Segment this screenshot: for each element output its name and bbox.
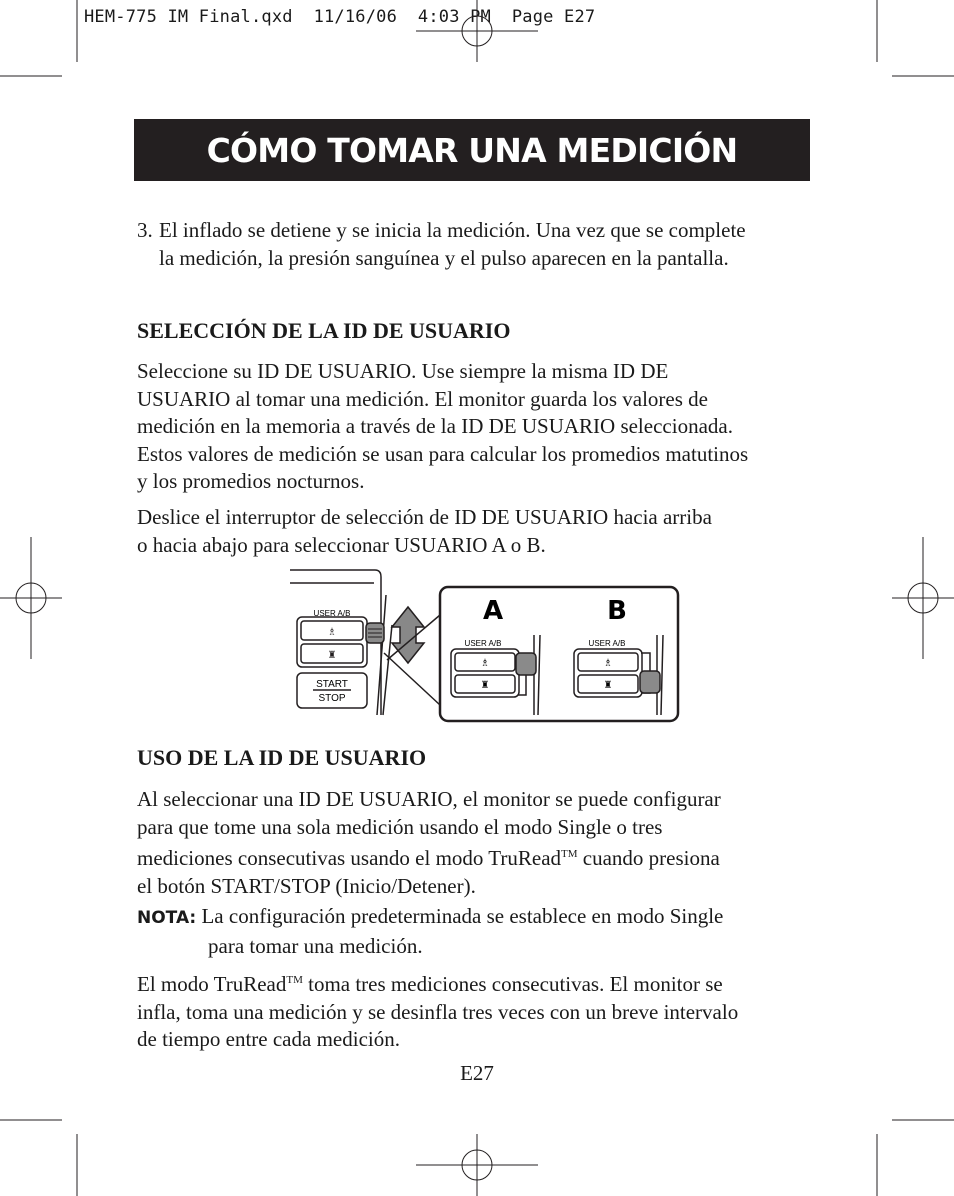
text-line: y los promedios nocturnos. — [137, 469, 365, 493]
note-block — [137, 903, 827, 960]
section-heading-user-id-selection: SELECCIÓN DE LA ID DE USUARIO — [137, 318, 511, 343]
step-line-1: El inflado se detiene y se inicia la medición. Una vez que se complete — [159, 218, 746, 242]
text-line: Al seleccionar una ID DE USUARIO, el monitor se puede configurar — [137, 787, 721, 811]
panel-b-label: B — [607, 596, 627, 626]
text-span: toma tres mediciones consecutivas. El monitor se — [302, 972, 723, 996]
user-b-icon: ♜ — [603, 680, 613, 691]
trademark-mark: TM — [561, 848, 578, 860]
panel-b-user-label: USER A/B — [588, 639, 626, 648]
text-line: Seleccione su ID DE USUARIO. Use siempre la misma ID DE — [137, 359, 669, 383]
up-down-arrow-icon — [392, 607, 424, 663]
step-number: 3. — [137, 218, 153, 242]
user-a-icon: ♗ — [327, 627, 337, 638]
page-number: E27 — [460, 1061, 494, 1085]
title-bar — [134, 119, 810, 181]
trademark-mark: TM — [286, 974, 303, 986]
print-slug: HEM-775 IM Final.qxd 11/16/06 4:03 PM Page E27 — [84, 7, 596, 27]
switch-position-b — [640, 671, 660, 693]
text-line: Estos valores de medición se usan para calcular los promedios matutinos — [137, 441, 749, 466]
page-title: CÓMO TOMAR UNA MEDICIÓN — [206, 130, 738, 170]
text-line: infla, toma una medición y se desinfla tres veces con un breve intervalo — [137, 999, 739, 1024]
text-span: El modo TruRead — [137, 972, 287, 996]
note-text: para tomar una medición. — [208, 933, 423, 958]
step-3 — [137, 217, 837, 272]
text-line: medición en la memoria a través de la ID DE USUARIO seleccionada. — [137, 414, 733, 438]
paragraph-slide-switch — [137, 504, 827, 559]
text-span: mediciones consecutivas usando el modo TruRead — [137, 846, 562, 870]
text-line — [137, 841, 827, 873]
text-line: Deslice el interruptor de selección de ID DE USUARIO hacia arriba — [137, 505, 712, 529]
step-line-2: la medición, la presión sanguínea y el pulso aparecen en la pantalla. — [159, 245, 729, 270]
user-switch-diagram — [280, 565, 684, 725]
user-a-icon: ♗ — [480, 658, 490, 669]
switch-position-a — [516, 653, 536, 675]
paragraph-user-id-use — [137, 786, 827, 900]
note-text: La configuración predeterminada se establece en modo Single — [196, 904, 724, 928]
text-line: o hacia abajo para seleccionar USUARIO A o B. — [137, 532, 546, 557]
user-ab-label: USER A/B — [313, 609, 351, 618]
text-line: USUARIO al tomar una medición. El monitor guarda los valores de — [137, 386, 708, 411]
user-b-icon: ♜ — [327, 650, 337, 661]
text-line — [137, 967, 827, 999]
text-span: cuando presiona — [577, 846, 720, 870]
user-b-icon: ♜ — [480, 680, 490, 691]
panel-a-label: A — [482, 596, 504, 626]
section-heading-user-id-use: USO DE LA ID DE USUARIO — [137, 745, 427, 770]
text-line: el botón START/STOP (Inicio/Detener). — [137, 873, 476, 898]
user-a-icon: ♗ — [603, 658, 613, 669]
paragraph-truread — [137, 967, 827, 1054]
paragraph-user-id-intro — [137, 358, 827, 496]
note-label: NOTA: — [137, 908, 197, 928]
start-label: START — [316, 679, 348, 690]
panel-a-user-label: USER A/B — [464, 639, 502, 648]
text-line: de tiempo entre cada medición. — [137, 1027, 400, 1051]
text-line: para que tome una sola medición usando el modo Single o tres — [137, 814, 663, 839]
stop-label: STOP — [318, 693, 346, 704]
